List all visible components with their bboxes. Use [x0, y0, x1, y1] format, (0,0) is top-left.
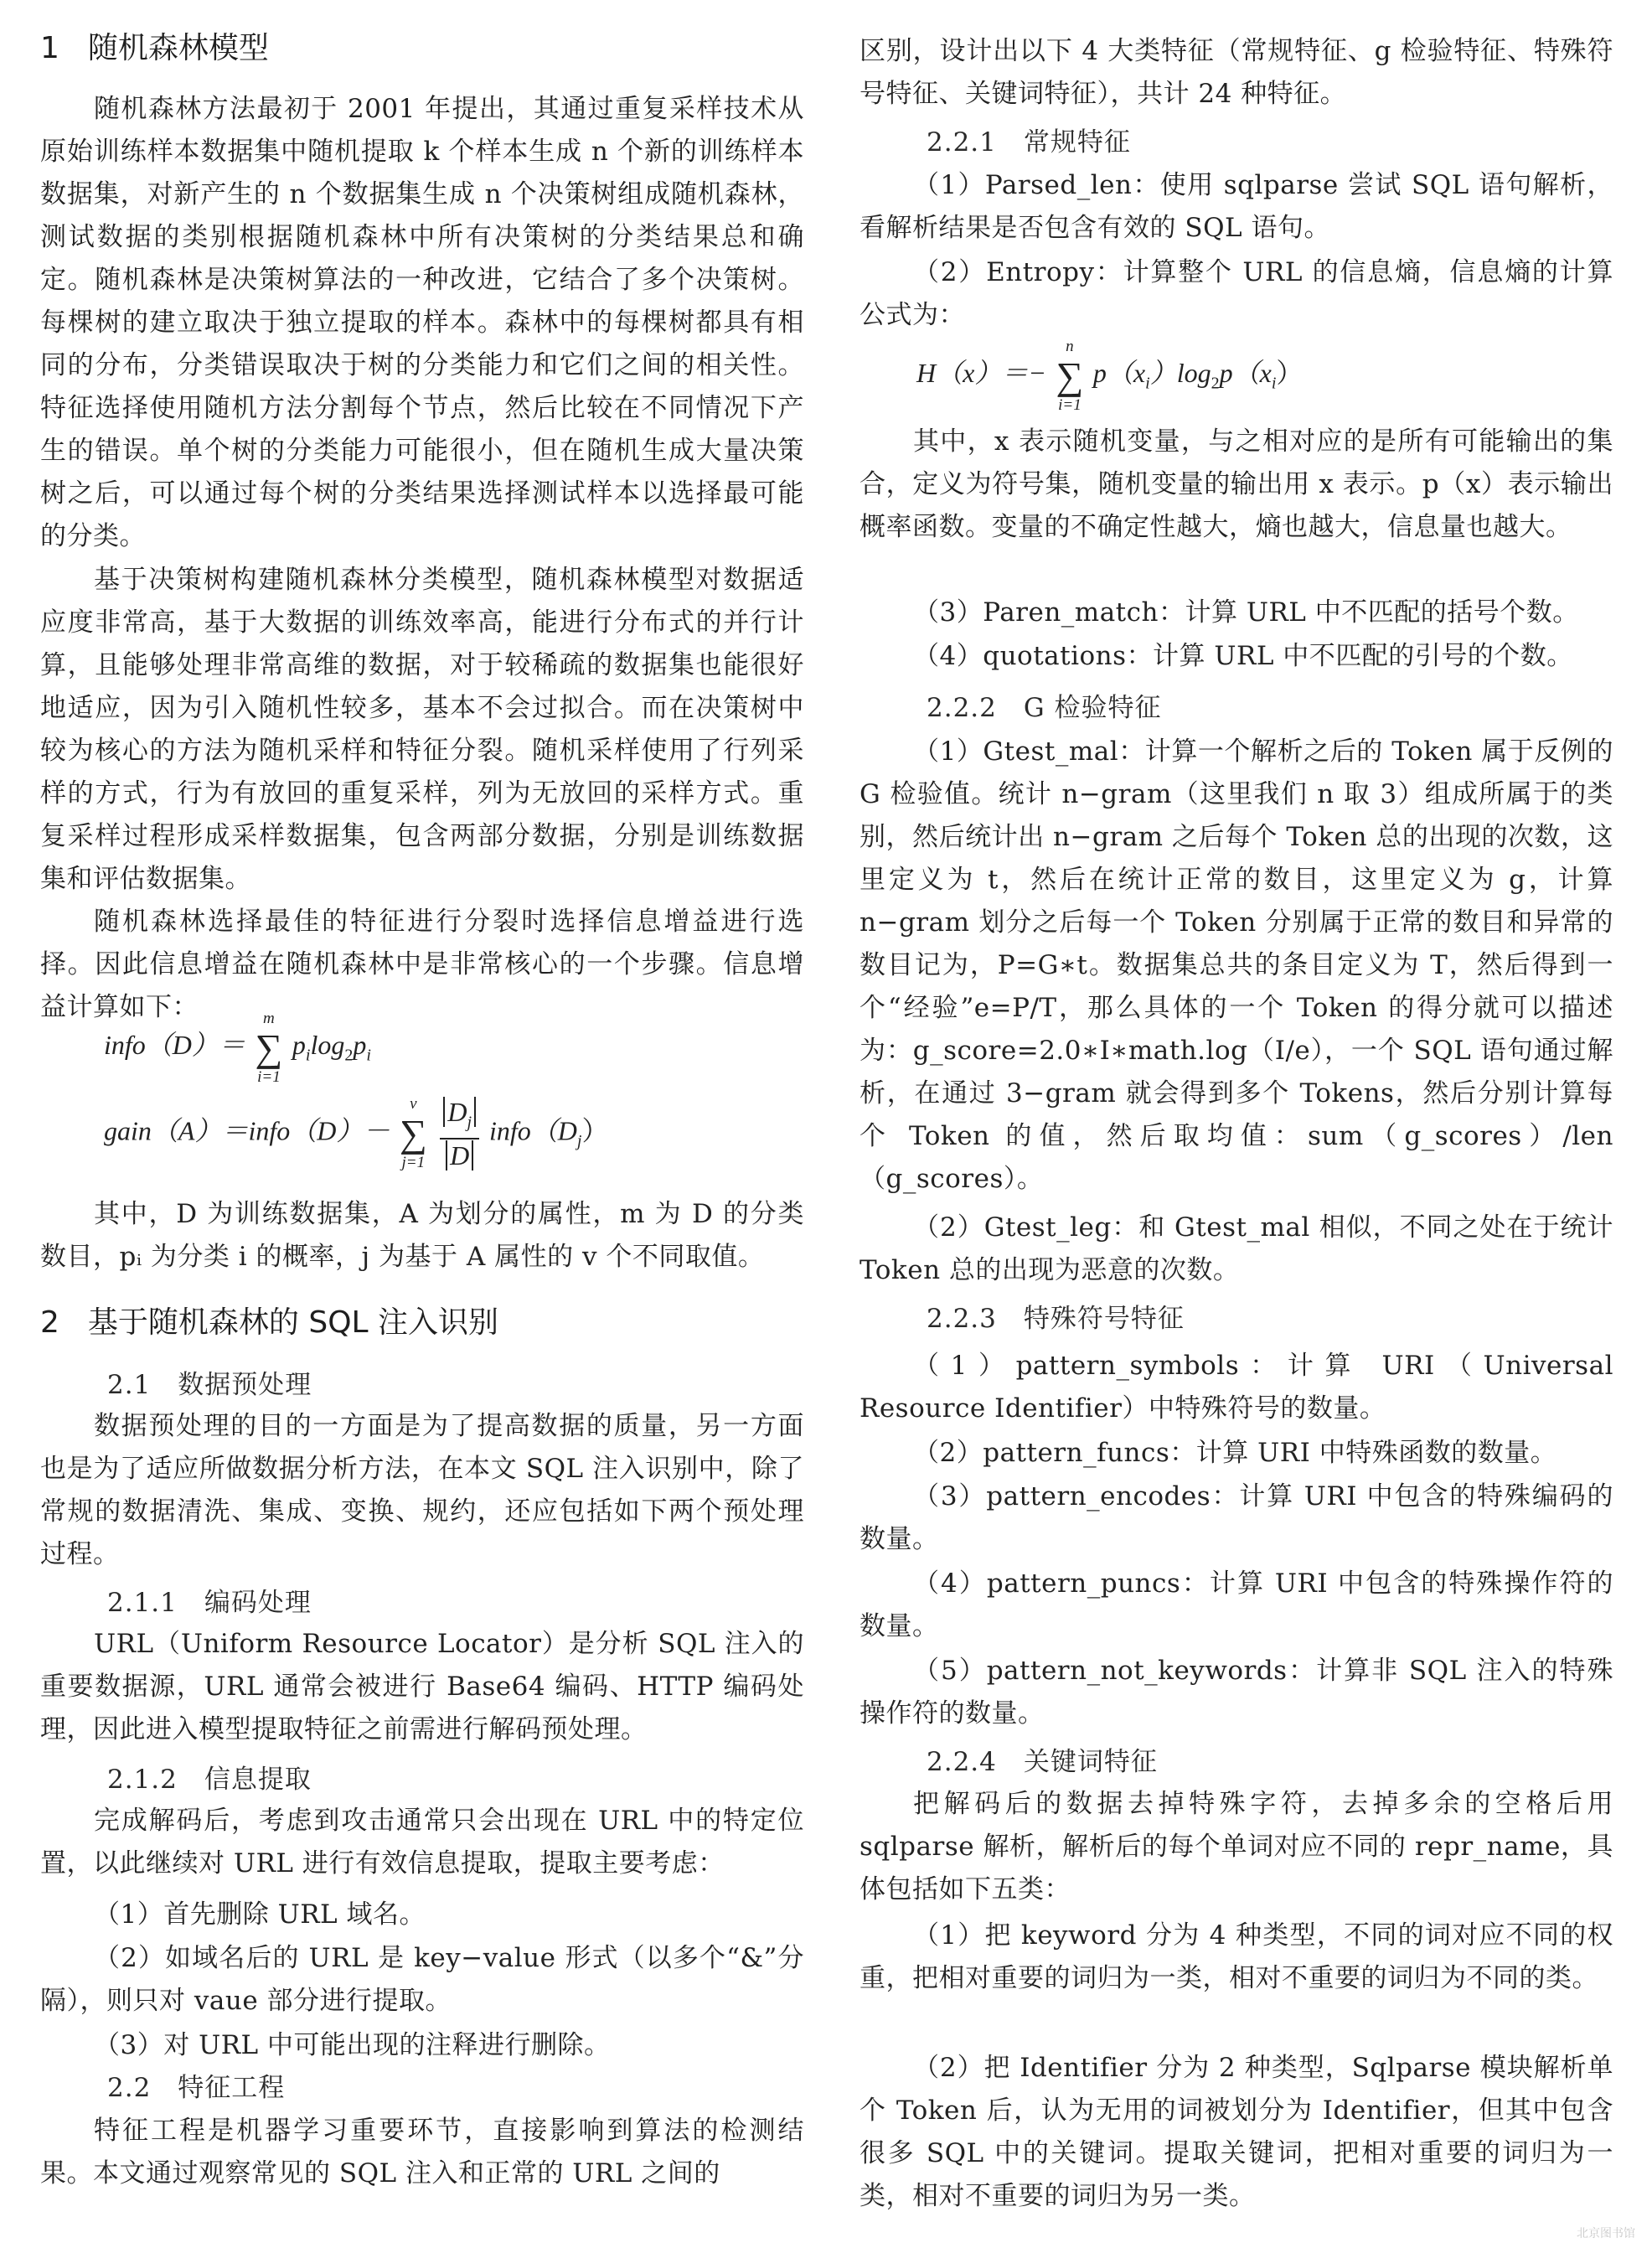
section-1-heading — [40, 30, 269, 67]
subsection-heading: 2.2 特征工程 — [107, 2073, 286, 2103]
list-item: （1）把 keyword 分为 4 种类型，不同的词对应不同的权重，把相对重要的词归为一类，相对不重要的词归为不同的类。 — [860, 1920, 1613, 1993]
list-item: （1）首先删除 URL 域名。 — [94, 1899, 426, 1930]
fraction: $\frac{D_j}{D}$ — [440, 1096, 479, 1171]
list-item: （3）对 URL 中可能出现的注释进行删除。 — [94, 2030, 611, 2060]
list-item: （2）把 Identifier 分为 2 种类型，Sqlparse 模块解析单个 Token 后，认为无用的词被划分为 Identifier，但其中包含很多 SQL 中的关键词。提取关键词，把相对重要的词归为一类，相对不重要的词归为另一类。 — [860, 2053, 1613, 2211]
section-2-heading — [40, 1305, 498, 1341]
list-item: （3）pattern_encodes：计算 URI 中包含的特殊编码的数量。 — [860, 1481, 1613, 1554]
subsection-heading: 2.2.1 常规特征 — [927, 127, 1131, 158]
sum-symbol: v ∑ j=1 — [399, 1095, 427, 1172]
paragraph: 随机森林选择最佳的特征进行分裂时选择信息增益进行选择。因此信息增益在随机森林中是非常核心的一个步骤。信息增益计算如下： — [40, 907, 804, 1022]
paragraph: 数据预处理的目的一方面是为了提高数据的质量，另一方面也是为了适应所做数据分析方法，在本文 SQL 注入识别中，除了常规的数据清洗、集成、变换、规约，还应包括如下两个预处理过程。 — [40, 1411, 804, 1569]
list-item: （1）pattern_symbols：计算 URI（Universal Resource Identifier）中特殊符号的数量。 — [860, 1351, 1613, 1424]
list-item: （1）Parsed_len：使用 sqlparse 尝试 SQL 语句解析，看解析结果是否包含有效的 SQL 语句。 — [860, 170, 1613, 243]
paragraph: 其中，x 表示随机变量，与之相对应的是所有可能输出的集合，定义为符号集，随机变量的输出用 x 表示。p（x）表示输出概率函数。变量的不确定性越大，熵也越大，信息量也越大。 — [860, 426, 1613, 542]
section-title: 随机森林模型 — [87, 31, 269, 65]
list-item: （4）quotations：计算 URL 中不匹配的引号的个数。 — [913, 641, 1573, 671]
list-item: （5）pattern_not_keywords：计算非 SQL 注入的特殊操作符的数量。 — [860, 1656, 1613, 1729]
paragraph: 区别，设计出以下 4 大类特征（常规特征、g 检验特征、特殊符号特征、关键词特征），共计 24 种特征。 — [860, 36, 1613, 109]
subsection-heading: 2.2.4 关键词特征 — [927, 1747, 1158, 1777]
subsection-heading: 2.1.1 编码处理 — [107, 1588, 312, 1618]
section-number: 1 — [40, 31, 59, 65]
list-item: （4）pattern_puncs：计算 URI 中包含的特殊操作符的数量。 — [860, 1568, 1613, 1641]
list-item: （2）Gtest_leg：和 Gtest_mal 相似，不同之处在于统计 Token 总的出现为恶意的次数。 — [860, 1212, 1613, 1285]
equation-gain: gain（A）＝info（D）－ v ∑ j=1 $\frac{D_j}{D}$ $info(D_j)$ — [104, 1095, 609, 1172]
sum-symbol: n ∑ i=1 — [1056, 337, 1084, 414]
equation-entropy: H（x）＝− n ∑ i=1 $p(x_i)\log_2p(x_i)$ — [916, 337, 1304, 414]
sum-symbol: m ∑ i=1 — [255, 1009, 283, 1086]
equation-info: info（D）＝ m ∑ i=1 $p_i\log_2p_i$ — [104, 1009, 371, 1086]
list-item: （2）如域名后的 URL 是 key−value 形式（以多个“&”分隔），则只对 vaue 部分进行提取。 — [40, 1943, 804, 2016]
subsection-heading: 2.2.2 G 检验特征 — [927, 693, 1162, 723]
section-title: 基于随机森林的 SQL 注入识别 — [87, 1305, 499, 1340]
list-item: （2）pattern_funcs：计算 URI 中特殊函数的数量。 — [913, 1438, 1557, 1468]
list-item: （2）Entropy：计算整个 URL 的信息熵，信息熵的计算公式为： — [860, 257, 1613, 330]
paragraph: 基于决策树构建随机森林分类模型，随机森林模型对数据适应度非常高，基于大数据的训练效率高，能进行分布式的并行计算，且能够处理非常高维的数据，对于较稀疏的数据集也能很好地适应，因为引入随机性较多，基本不会过拟合。而在决策树中较为核心的方法为随机采样和特征分裂。随机采样使用了行列采样的方式，行为有放回的重复采样，列为无放回的采样方式。重复采样过程形成采样数据集，包含两部分数据，分别是训练数据集和评估数据集。 — [40, 565, 804, 894]
paragraph: 随机森林方法最初于 2001 年提出，其通过重复采样技术从原始训练样本数据集中随机提取 k 个样本生成 n 个新的训练样本数据集，对新产生的 n 个数据集生成 n 个决策树组成随机森林，测试数据的类别根据随机森林中所有决策树的分类结果总和确定。随机森林是决策树算法的一种改进，它结合了多个决策树。每棵树的建立取决于独立提取的样本。森林中的每棵树都具有相同的分布，分类错误取决于树的分类能力和它们之间的相关性。特征选择使用随机方法分割每个节点，然后比较在不同情况下产生的错误。单个树的分类能力可能很小，但在随机生成大量决策树之后，可以通过每个树的分类结果选择测试样本以选择最可能的分类。 — [40, 94, 804, 551]
paragraph: 把解码后的数据去掉特殊字符，去掉多余的空格后用 sqlparse 解析，解析后的每个单词对应不同的 repr_name，具体包括如下五类： — [860, 1789, 1613, 1904]
subsection-heading: 2.1 数据预处理 — [107, 1370, 312, 1400]
section-number: 2 — [40, 1305, 59, 1340]
watermark: 北京图书馆 — [1577, 2227, 1635, 2240]
list-item: （3）Paren_match：计算 URL 中不匹配的括号个数。 — [913, 597, 1579, 628]
paragraph: URL（Uniform Resource Locator）是分析 SQL 注入的重要数据源，URL 通常会被进行 Base64 编码、HTTP 编码处理，因此进入模型提取特征之前需进行解码预处理。 — [40, 1629, 804, 1744]
paragraph: 完成解码后，考虑到攻击通常只会出现在 URL 中的特定位置，以此继续对 URL 进行有效信息提取，提取主要考虑： — [40, 1806, 804, 1879]
subsection-heading: 2.2.3 特殊符号特征 — [927, 1304, 1185, 1334]
list-item: （1）Gtest_mal：计算一个解析之后的 Token 属于反例的 G 检验值。统计 n−gram（这里我们 n 取 3）组成所属于的类别，然后统计出 n−gram 之后每个 Token 总的出现的次数，这里定义为 t，然后在统计正常的数目，这里定义为 g，计算 n−gram 划分之后每一个 Token 分别属于正常的数目和异常的数目记为，P=G∗t。数据集总共的条目定义为 T，然后得到一个“经验”e=P/T，那么具体的一个 Token 的得分就可以描述为：g_score=2.0∗I∗math.log（I/e），一个 SQL 语句通过解析，在通过 3−gram 就会得到多个 Tokens，然后分别计算每个 Token 的值，然后取均值：sum（g_scores）/len（g_scores）。 — [860, 736, 1613, 1194]
subsection-heading: 2.1.2 信息提取 — [107, 1765, 312, 1795]
paragraph: 特征工程是机器学习重要环节，直接影响到算法的检测结果。本文通过观察常见的 SQL 注入和正常的 URL 之间的 — [40, 2116, 804, 2189]
paragraph: 其中，D 为训练数据集，A 为划分的属性，m 为 D 的分类数目，pᵢ 为分类 i 的概率，j 为基于 A 属性的 v 个不同取值。 — [40, 1199, 804, 1272]
